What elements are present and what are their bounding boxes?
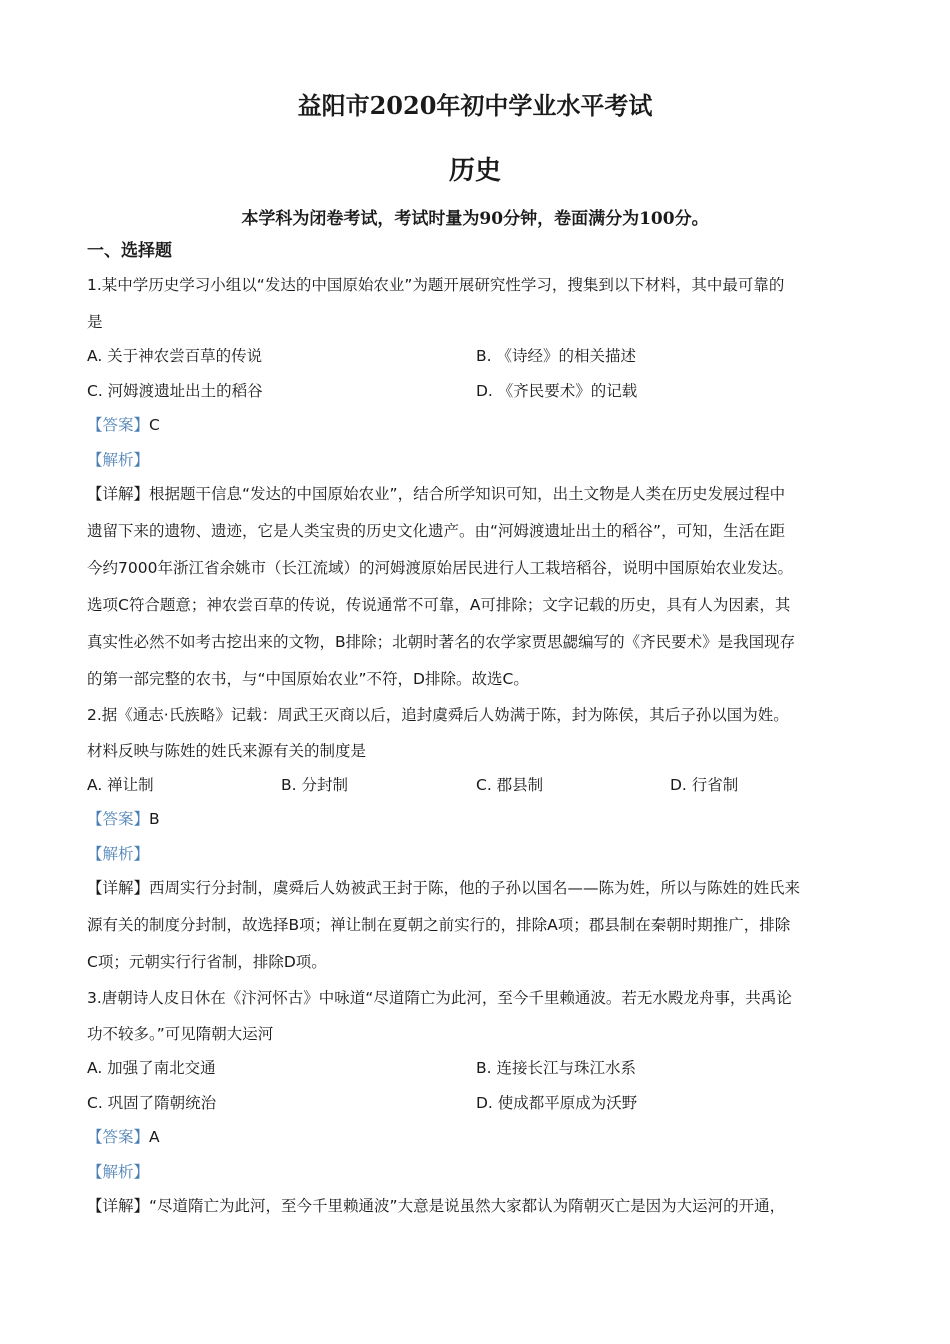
q2-answer-value: B: [149, 810, 160, 828]
q2-answer: [87, 808, 160, 830]
q1-detail-line-4: 选项C符合题意；神农尝百草的传说，传说通常不可靠，A可排除；文字记载的历史，具有人为因素，其: [87, 596, 791, 614]
q3-stem-line-2: 功不较多。”可见隋朝大运河: [87, 1025, 274, 1043]
q2-stem-line-2: 材料反映与陈姓的姓氏来源有关的制度是: [87, 742, 367, 760]
q1-stem-line-1: 1.某中学历史学习小组以“发达的中国原始农业”为题开展研究性学习，搜集到以下材料，其中最可靠的: [87, 276, 785, 294]
q1-detail-line-6: 的第一部完整的农书，与“中国原始农业”不符，D排除。故选C。: [87, 670, 529, 688]
q2-option-c: C. 郡县制: [476, 776, 544, 794]
q2-detail-text-1: 西周实行分封制，虞舜后人妫被武王封于陈，他的子孙以国名——陈为姓，所以与陈姓的姓氏来: [149, 879, 801, 897]
q1-detail-line-1: [87, 483, 785, 505]
exam-title: 益阳市2020年初中学业水平考试: [297, 91, 653, 120]
q3-option-c: C. 巩固了隋朝统治: [87, 1094, 217, 1112]
q3-option-d: D. 使成都平原成为沃野: [476, 1094, 638, 1112]
q2-option-b: B. 分封制: [281, 776, 348, 794]
q3-detail-line-1: [87, 1195, 785, 1217]
detail-tag: 【详解】: [87, 879, 150, 897]
q2-option-a: A. 禅让制: [87, 776, 154, 794]
q3-option-b: B. 连接长江与珠江水系: [476, 1059, 636, 1077]
q1-detail-line-3: 今约7000年浙江省余姚市（长江流域）的河姆渡原始居民进行人工栽培稻谷，说明中国原始农业发达。: [87, 559, 793, 577]
q1-option-a: A. 关于神农尝百草的传说: [87, 347, 263, 365]
q1-analysis-tag: 【解析】: [87, 451, 150, 469]
q3-answer: [87, 1126, 160, 1148]
q1-option-c: C. 河姆渡遗址出土的稻谷: [87, 382, 263, 400]
exam-note: 本学科为闭卷考试，考试时量为90分钟，卷面满分为100分。: [241, 209, 709, 229]
answer-tag: 【答案】: [87, 1128, 150, 1146]
detail-tag: 【详解】: [87, 1197, 150, 1215]
answer-tag: 【答案】: [87, 810, 150, 828]
q1-detail-text-1: 根据题干信息“发达的中国原始农业”，结合所学知识可知，出土文物是人类在历史发展过程中: [149, 485, 786, 503]
q2-option-d: D. 行省制: [670, 776, 739, 794]
q3-answer-value: A: [149, 1128, 160, 1146]
subject-title: 历史: [448, 156, 501, 186]
q1-option-d: D. 《齐民要术》的记载: [476, 382, 638, 400]
q1-option-b: B. 《诗经》的相关描述: [476, 347, 636, 365]
q1-stem-line-2: 是: [87, 313, 103, 331]
detail-tag: 【详解】: [87, 485, 150, 503]
section-title: 一、选择题: [87, 241, 172, 261]
q2-detail-line-1: [87, 877, 800, 899]
q3-stem-line-1: 3.唐朝诗人皮日休在《汴河怀古》中咏道“尽道隋亡为此河，至今千里赖通波。若无水殿龙舟事，共禹论: [87, 989, 792, 1007]
q2-detail-line-2: 源有关的制度分封制，故选择B项；禅让制在夏朝之前实行的，排除A项；郡县制在秦朝时期推广，排除: [87, 916, 791, 934]
q3-detail-text-1: “尽道隋亡为此河，至今千里赖通波”大意是说虽然大家都认为隋朝灭亡是因为大运河的开通，: [149, 1197, 786, 1215]
q3-analysis-tag: 【解析】: [87, 1163, 150, 1181]
q2-analysis-tag: 【解析】: [87, 845, 150, 863]
q2-detail-line-3: C项；元朝实行行省制，排除D项。: [87, 953, 327, 971]
q2-stem-line-1: 2.据《通志·氏族略》记载：周武王灭商以后，追封虞舜后人妫满于陈，封为陈侯，其后子孙以国为姓。: [87, 706, 789, 724]
q1-detail-line-2: 遗留下来的遗物、遗迹，它是人类宝贵的历史文化遗产。由“河姆渡遗址出土的稻谷”，可知，生活在距: [87, 522, 786, 540]
answer-tag: 【答案】: [87, 416, 150, 434]
q1-answer: [87, 414, 160, 436]
q1-answer-value: C: [149, 416, 160, 434]
q3-option-a: A. 加强了南北交通: [87, 1059, 216, 1077]
q1-detail-line-5: 真实性必然不如考古挖出来的文物，B排除；北朝时著名的农学家贾思勰编写的《齐民要术》是我国现存: [87, 633, 796, 651]
